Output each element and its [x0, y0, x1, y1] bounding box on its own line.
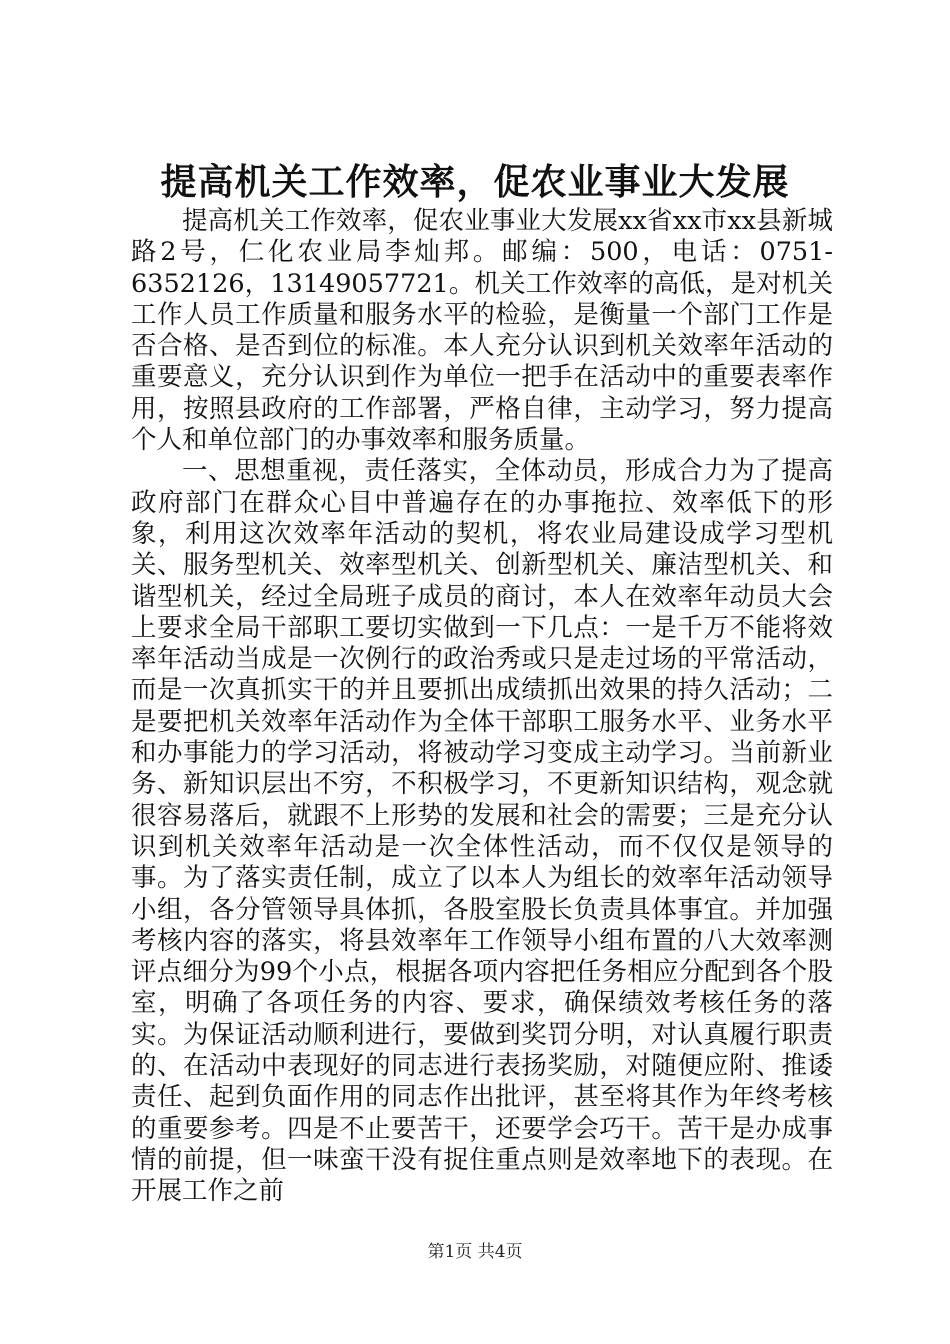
paragraph: 提高机关工作效率，促农业事业大发展xx省xx市xx县新城路2号，仁化农业局李灿邦。邮编：500，电话：0751-6352126，13149057721。机关工作效率的高低，是对机关工作人员工作质量和服务水平的检验，是衡量一个部门工作是否合格、是否到位的标准。本人充分认识到机关效率年活动的重要意义，充分认识到作为单位一把手在活动中的重要表率作用，按照县政府的工作部署，严格自律，主动学习，努力提高个人和单位部门的办事效率和服务质量。 [131, 206, 833, 456]
page-number-footer: 第1页 共4页 [427, 1242, 523, 1262]
paragraph: 一、思想重视，责任落实，全体动员，形成合力为了提高政府部门在群众心目中普遍存在的办事拖拉、效率低下的形象，利用这次效率年活动的契机，将农业局建设成学习型机关、服务型机关、效率型机关、创新型机关、廉洁型机关、和谐型机关，经过全局班子成员的商讨，本人在效率年动员大会上要求全局干部职工要切实做到一下几点：一是千万不能将效率年活动当成是一次例行的政治秀或只是走过场的平常活动，而是一次真抓实干的并且要抓出成绩抓出效果的持久活动；二是要把机关效率年活动作为全体干部职工服务水平、业务水平和办事能力的学习活动，将被动学习变成主动学习。当前新业务、新知识层出不穷，不积极学习，不更新知识结构，观念就很容易落后，就跟不上形势的发展和社会的需要；三是充分认识到机关效率年活动是一次全体性活动，而不仅仅是领导的事。为了落实责任制，成立了以本人为组长的效率年活动领导小组，各分管领导具体抓，各股室股长负责具体事宜。并加强考核内容的落实，将县效率年工作领导小组布置的八大效率测评点细分为99个小点，根据各项内容把任务相应分配到各个股室，明确了各项任务的内容、要求，确保绩效考核任务的落实。为保证活动顺利进行，要做到奖罚分明，对认真履行职责的、在活动中表现好的同志进行表扬奖励，对随便应附、推诿责任、起到负面作用的同志作出批评，甚至将其作为年终考核的重要参考。四是不止要苦干，还要学会巧干。苦干是办成事情的前提，但一味蛮干没有捉住重点则是效率地下的表现。在开展工作之前 [131, 456, 833, 1207]
document-body [131, 206, 833, 1208]
document-title: 提高机关工作效率，促农业事业大发展 [160, 161, 790, 203]
